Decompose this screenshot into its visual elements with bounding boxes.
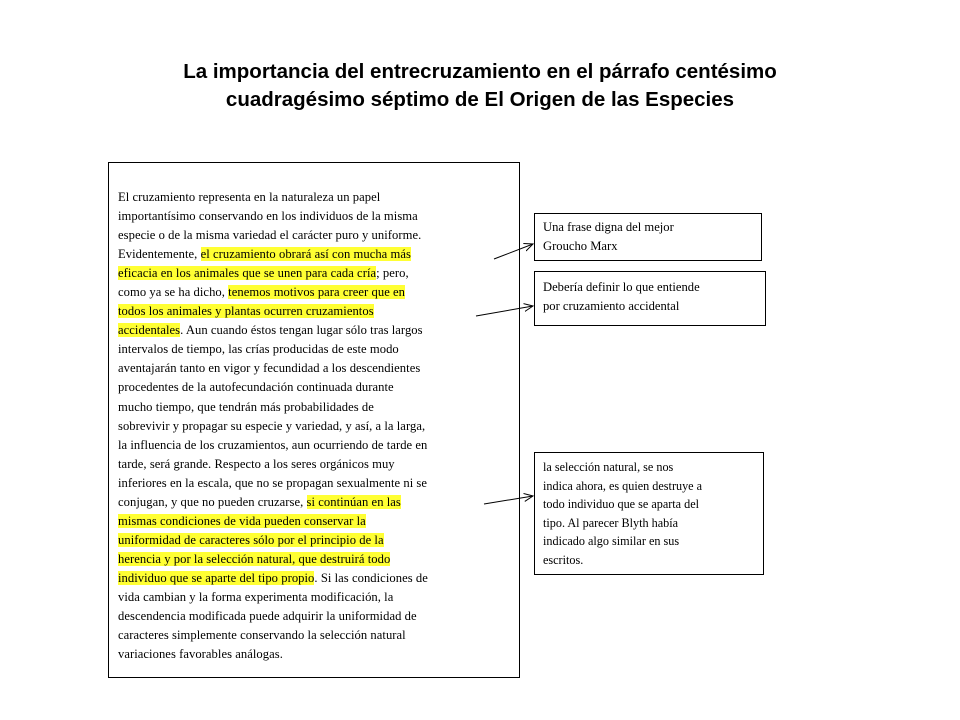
- paragraph-line: aventajarán tanto en vigor y fecundidad a los descendientes: [118, 361, 421, 376]
- paragraph-line: tarde, será grande. Respecto a los seres orgánicos muy: [118, 456, 395, 471]
- highlighted-text: individuo que se aparte del tipo propio: [118, 570, 315, 585]
- highlighted-text: eficacia en los animales que se unen para cada cría: [118, 266, 377, 281]
- highlighted-text: herencia y por la selección natural, que destruirá todo: [118, 551, 391, 566]
- paragraph-line: [118, 283, 514, 302]
- paragraph-line: procedentes de la autofecundación continuada durante: [118, 380, 394, 395]
- paragraph-line: El cruzamiento representa en la naturaleza un papel: [118, 190, 381, 204]
- note-seleccion-natural: [534, 452, 764, 575]
- paragraph-line: inferiores en la escala, que no se propagan sexualmente ni se: [118, 475, 428, 490]
- paragraph-line: intervalos de tiempo, las crías producidas de este modo: [118, 342, 399, 357]
- paragraph-line: [118, 493, 514, 512]
- paragraph-line: mucho tiempo, que tendrán más probabilidades de: [118, 399, 374, 414]
- paragraph-line: vida cambian y la forma experimenta modificación, la: [118, 589, 394, 604]
- paragraph-line: variaciones favorables análogas.: [118, 647, 283, 662]
- highlighted-text: tenemos motivos para creer que en: [228, 285, 406, 300]
- highlighted-text: todos los animales y plantas ocurren cruzamientos: [118, 304, 374, 319]
- paragraph-line: [118, 321, 514, 340]
- quoted-paragraph-box: [108, 162, 520, 678]
- paragraph-fragment: Evidentemente,: [118, 247, 198, 262]
- paragraph-line: [118, 531, 514, 550]
- paragraph-line: especie o de la misma variedad el carácter puro y uniforme.: [118, 228, 422, 243]
- paragraph-line: [118, 550, 514, 569]
- paragraph-line: [118, 512, 514, 531]
- note-line: Debería definir lo que entiende: [543, 280, 700, 294]
- highlighted-text: accidentales: [118, 323, 181, 338]
- highlighted-text: el cruzamiento obrará así con mucha más: [200, 247, 411, 262]
- note-line: escritos.: [543, 552, 584, 567]
- title-line-2: cuadragésimo séptimo de El Origen de las Especies: [225, 88, 735, 111]
- note-line: tipo. Al parecer Blyth había: [543, 515, 679, 530]
- paragraph-line: caracteres simplemente conservando la selección natural: [118, 628, 406, 643]
- title-line-1: La importancia del entrecruzamiento en el párrafo centésimo: [183, 60, 777, 83]
- paragraph-line: [118, 302, 514, 321]
- paragraph-line: [118, 569, 514, 588]
- paragraph-line: sobrevivir y propagar su especie y variedad, y así, a la larga,: [118, 418, 426, 433]
- note-line: Groucho Marx: [543, 239, 618, 253]
- note-line: todo individuo que se aparta del: [543, 497, 700, 512]
- paragraph-fragment: conjugan, y que no pueden cruzarse,: [118, 494, 304, 509]
- paragraph-fragment: . Aun cuando éstos tengan lugar sólo tras largos: [180, 323, 423, 338]
- highlighted-text: si continúan en las: [306, 494, 401, 509]
- paragraph-fragment: como ya se ha dicho,: [118, 285, 225, 300]
- note-line: indica ahora, es quien destruye a: [543, 478, 703, 493]
- note-cruzamiento-accidental: [534, 271, 766, 326]
- note-line: Una frase digna del mejor: [543, 220, 674, 234]
- highlighted-text: uniformidad de caracteres sólo por el principio de la: [118, 532, 384, 547]
- paragraph-line: la influencia de los cruzamientos, aun ocurriendo de tarde en: [118, 437, 428, 452]
- paragraph-line: [118, 245, 514, 264]
- note-groucho-marx: [534, 213, 762, 261]
- paragraph-fragment: ; pero,: [376, 266, 409, 281]
- paragraph-line: importantísimo conservando en los individuos de la misma: [118, 209, 418, 224]
- page-title: [60, 58, 900, 114]
- highlighted-text: mismas condiciones de vida pueden conservar la: [118, 513, 366, 528]
- paragraph-line: descendencia modificada puede adquirir la uniformidad de: [118, 609, 417, 624]
- paragraph-line: [118, 264, 514, 283]
- quoted-paragraph: [118, 188, 514, 664]
- note-line: la selección natural, se nos: [543, 460, 674, 474]
- note-line: indicado algo similar en sus: [543, 534, 680, 549]
- paragraph-fragment: . Si las condiciones de: [314, 570, 428, 585]
- note-line: por cruzamiento accidental: [543, 299, 680, 313]
